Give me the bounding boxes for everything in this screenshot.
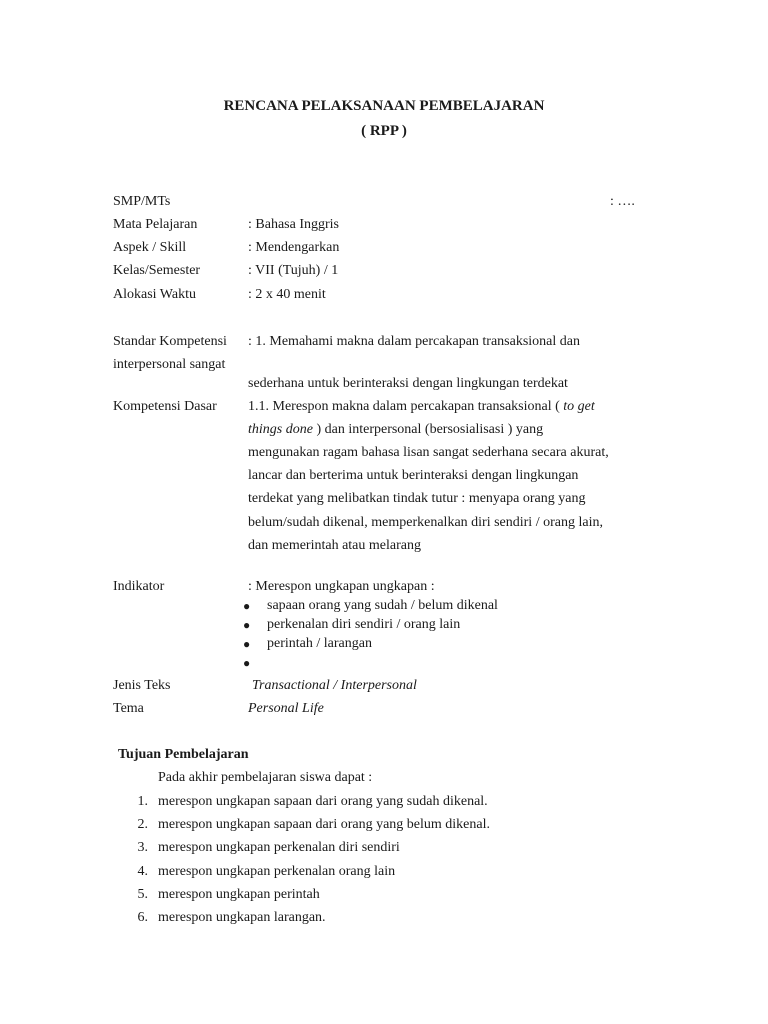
tujuan-item: merespon ungkapan perintah	[158, 887, 320, 902]
skill-value: : Mendengarkan	[248, 240, 340, 255]
kompetensi-line-1: 1.1. Merespon makna dalam percakapan transaksional ( to get	[248, 399, 595, 414]
standar-line-2: interpersonal sangat	[113, 357, 226, 372]
list-number: 3.	[137, 840, 148, 855]
indikator-item: perkenalan diri sendiri / orang lain	[267, 617, 461, 632]
tujuan-item: merespon ungkapan perkenalan diri sendiri	[158, 840, 400, 855]
bullet-icon: ●	[243, 637, 251, 651]
school-label: SMP/MTs	[113, 194, 171, 209]
subject-value: : Bahasa Inggris	[248, 217, 339, 232]
class-value: : VII (Tujuh) / 1	[248, 263, 339, 278]
indikator-intro: : Merespon ungkapan ungkapan :	[248, 579, 435, 594]
tujuan-item: merespon ungkapan larangan.	[158, 910, 326, 925]
bullet-icon: ●	[243, 618, 251, 632]
tujuan-item: merespon ungkapan sapaan dari orang yang sudah dikenal.	[158, 794, 488, 809]
jenis-label: Jenis Teks	[113, 678, 171, 693]
list-number: 1.	[137, 794, 148, 809]
standar-line-3: sederhana untuk berinteraksi dengan lingkungan terdekat	[248, 376, 568, 391]
doc-title: RENCANA PELAKSANAAN PEMBELAJARAN	[223, 98, 545, 114]
kompetensi-line-4: lancar dan berterima untuk berinteraksi dengan lingkungan	[248, 468, 579, 483]
list-number: 4.	[137, 864, 148, 879]
kompetensi-line-3: mengunakan ragam bahasa lisan sangat sederhana secara akurat,	[248, 445, 609, 460]
time-label: Alokasi Waktu	[113, 287, 196, 302]
bullet-icon: ●	[243, 599, 251, 613]
standar-label: Standar Kompetensi	[113, 334, 227, 349]
subject-label: Mata Pelajaran	[113, 217, 198, 232]
list-number: 6.	[137, 910, 148, 925]
indikator-item: perintah / larangan	[267, 636, 372, 651]
kompetensi-line-6: belum/sudah dikenal, memperkenalkan diri sendiri / orang lain,	[248, 515, 603, 530]
doc-subtitle: ( RPP )	[361, 123, 407, 139]
tema-value: Personal Life	[248, 701, 324, 716]
skill-label: Aspek / Skill	[113, 240, 187, 255]
standar-line-1: : 1. Memahami makna dalam percakapan transaksional dan	[248, 334, 580, 349]
school-value: : ….	[610, 194, 635, 209]
tujuan-item: merespon ungkapan perkenalan orang lain	[158, 864, 396, 879]
kompetensi-label: Kompetensi Dasar	[113, 399, 217, 414]
kompetensi-line-7: dan memerintah atau melarang	[248, 538, 421, 553]
tema-label: Tema	[113, 701, 144, 716]
kompetensi-line-5: terdekat yang melibatkan tindak tutur : menyapa orang yang	[248, 491, 586, 506]
tujuan-intro: Pada akhir pembelajaran siswa dapat :	[158, 770, 373, 785]
list-number: 5.	[137, 887, 148, 902]
tujuan-heading: Tujuan Pembelajaran	[118, 747, 249, 762]
class-label: Kelas/Semester	[113, 263, 201, 278]
time-value: : 2 x 40 menit	[248, 287, 326, 302]
kompetensi-line-2: things done ) dan interpersonal (bersosialisasi ) yang	[248, 422, 544, 437]
jenis-value: Transactional / Interpersonal	[252, 678, 417, 693]
indikator-label: Indikator	[113, 579, 165, 594]
list-number: 2.	[137, 817, 148, 832]
tujuan-item: merespon ungkapan sapaan dari orang yang belum dikenal.	[158, 817, 491, 832]
bullet-icon: ●	[243, 656, 251, 670]
indikator-item: sapaan orang yang sudah / belum dikenal	[267, 598, 498, 613]
